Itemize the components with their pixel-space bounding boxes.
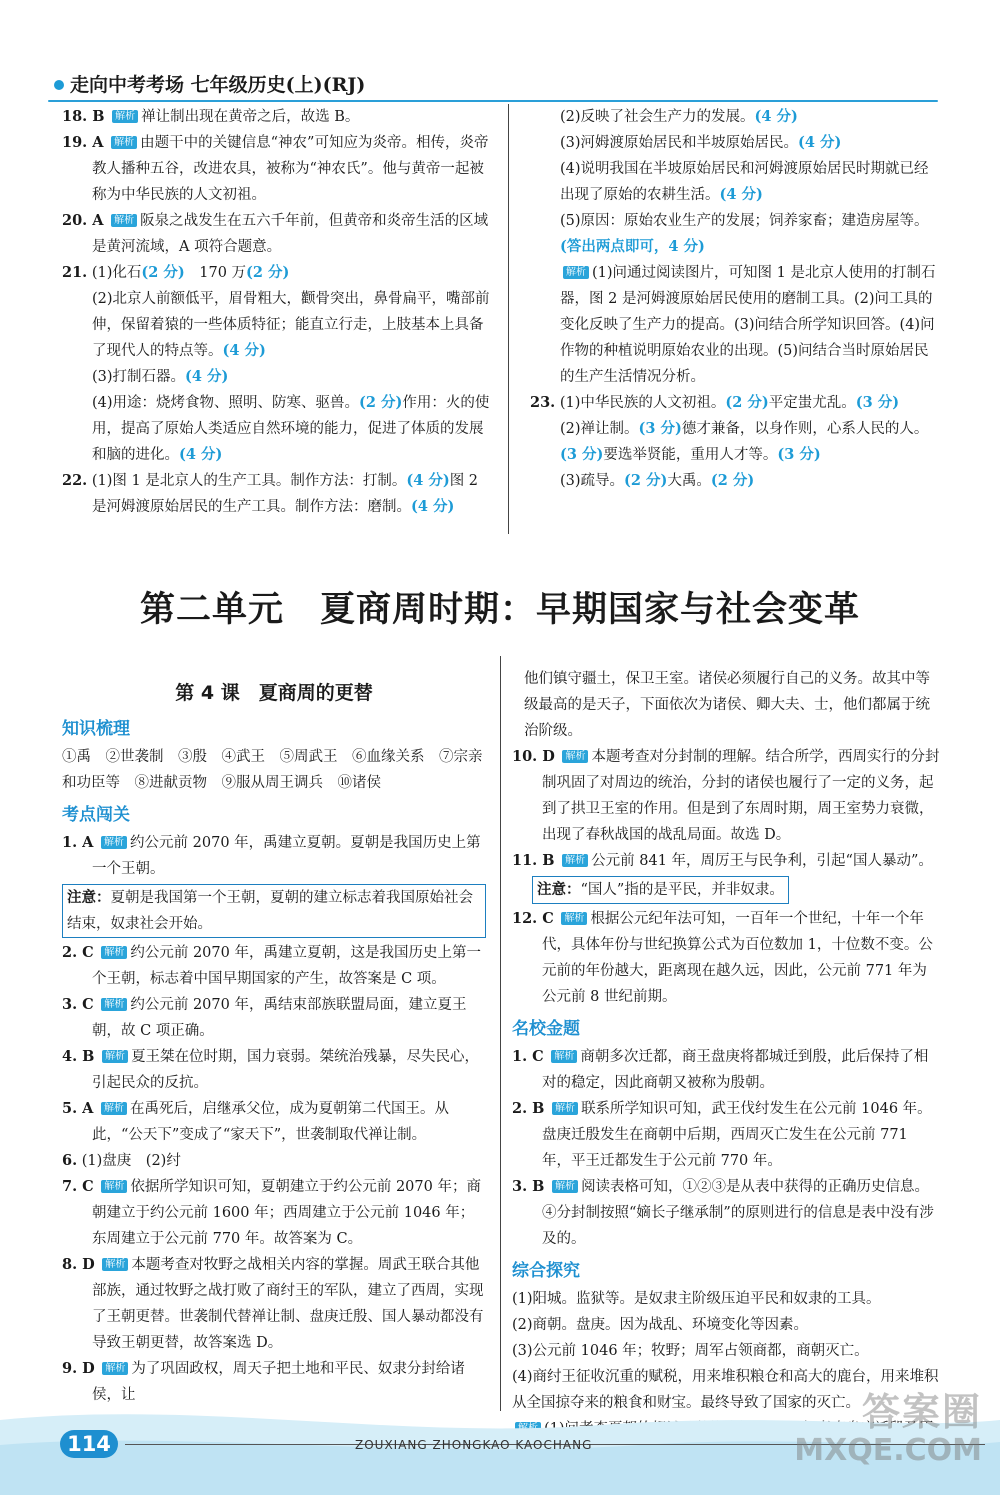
question-number: 6.: [62, 1152, 78, 1169]
answer-text: (2)北京人前额低平，眉骨粗大，颧骨突出，鼻骨扁平，嘴部前伸，保留着猿的一些体质特征；能直立行走，上肢基本上具备了现代人的特点等。: [92, 291, 490, 359]
question-number: 11. B: [512, 852, 555, 869]
section-heading-mingxiao: 名校金题: [512, 1019, 580, 1039]
answer-text: 依据所学知识可知，夏朝建立于约公元前 2070 年；商朝建立于约公元前 1600 年；西周建立于公元前 1046 年；东周建立于公元前 770 年。故答案为 C。: [92, 1179, 481, 1247]
zonghe-line: (2)商朝。盘庚。因为战乱、环境变化等因素。: [512, 1317, 809, 1333]
score: (4 分): [719, 186, 763, 203]
answer-10: [512, 744, 940, 848]
mingxiao-answer-1: [512, 1044, 940, 1096]
answer-21-part4: [62, 390, 490, 468]
footer-pinyin: ZOUXIANG ZHONGKAO KAOCHANG: [355, 1438, 593, 1452]
analysis-tag: 解析: [551, 1050, 577, 1063]
answer-19: [62, 130, 490, 208]
mingxiao-answer-2: [512, 1096, 940, 1174]
answer-21: [62, 260, 490, 286]
answer-text: 阅读表格可知，①②③是从表中获得的正确历史信息。④分封制按照“嫡长子继承制”的原则进行的信息是表中没有涉及的。: [542, 1179, 934, 1247]
answer-7: [62, 1174, 486, 1252]
section-heading-kaodian: 考点闯关: [62, 805, 130, 825]
analysis-tag: 解析: [562, 750, 588, 763]
question-number: 23.: [530, 394, 556, 411]
top-right-column: [530, 104, 940, 494]
answer-text: 170 万: [199, 265, 247, 281]
header-title: 走向中考考场 七年级历史(上)(RJ): [70, 74, 366, 96]
question-number: 10. D: [512, 748, 555, 765]
answer-text: (1)中华民族的人文初祖。: [559, 395, 726, 411]
question-number: 2. C: [62, 944, 94, 961]
answer-22: [62, 468, 490, 520]
answer-2: [62, 940, 486, 992]
answer-6: [62, 1148, 486, 1174]
lesson-title: 第 4 课 夏商周的更替: [175, 682, 373, 704]
question-number: 1. C: [512, 1048, 544, 1065]
bottom-left-column: [62, 666, 486, 1408]
answer-18: [62, 104, 490, 130]
analysis-tag: 解析: [101, 1180, 127, 1193]
zonghe-line: (1)阳城。监狱等。是奴隶主阶级压迫平民和奴隶的工具。: [512, 1291, 881, 1307]
answer-text: (5)原因：原始农业生产的发展；饲养家畜；建造房屋等。: [560, 213, 929, 229]
question-number: 19. A: [62, 134, 104, 151]
answer-3: [62, 992, 486, 1044]
answer-21-part2: [62, 286, 490, 364]
page-number: 114: [60, 1430, 118, 1458]
analysis-tag: 解析: [101, 998, 127, 1011]
zonghe-line: (3)公元前 1046 年；牧野；周军占领商都，商朝灭亡。: [512, 1343, 869, 1359]
note-box: [532, 876, 789, 904]
answer-4: [62, 1044, 486, 1096]
answer-text: (1)化石: [91, 265, 142, 281]
answer-text: (2)禅让制。: [560, 421, 639, 437]
score: (2 分): [624, 472, 668, 489]
analysis-text: (1)问通过阅读图片，可知图 1 是北京人使用的打制石器，图 2 是河姆渡原始居民使用的磨制工具。(2)问工具的变化反映了生产力的提高。(3)问结合所学知识回答。(4)问作物的种植说明原始农业的出现。(5)问结合当时原始居民的生产生活情况分析。: [560, 265, 936, 385]
analysis-tag: 解析: [102, 1362, 128, 1375]
score: (4 分): [185, 368, 229, 385]
answer-text: (1)盘庚 (2)纣: [81, 1153, 181, 1169]
note-label: 注意：: [67, 889, 111, 906]
score: (2 分): [359, 394, 403, 411]
answer-text: 本题考查对分封制的理解。结合所学，西周实行的分封制巩固了对周边的统治，分封的诸侯也履行了一定的义务，起到了拱卫王室的作用。但是到了东周时期，周王室势力衰微，出现了春秋战国的战乱局面。故选 D。: [542, 749, 940, 843]
analysis-tag: 解析: [552, 1102, 578, 1115]
answer-text: 要选举贤能，重用人才等。: [603, 447, 778, 463]
answer-22-analysis: [530, 260, 940, 390]
score: (3 分): [855, 394, 900, 411]
question-number: 12. C: [512, 910, 554, 927]
column-divider-top: [508, 104, 509, 534]
score: (3 分): [777, 446, 821, 463]
question-number: 21.: [62, 264, 88, 281]
question-number: 9. D: [62, 1360, 95, 1377]
answer-text: (3)疏导。: [560, 473, 625, 489]
question-number: 8. D: [62, 1256, 95, 1273]
column-divider-bottom: [500, 656, 501, 1411]
question-number: 2. B: [512, 1100, 545, 1117]
answer-text: (1)图 1 是北京人的生产工具。制作方法：打制。: [91, 473, 407, 489]
answer-text: 作用：火的使用，提高了原始人类适应自然环境的能力，促进了体质的发展和脑的进化。: [92, 395, 490, 463]
section-heading-zonghe: 综合探究: [512, 1261, 580, 1281]
score: (4 分): [798, 134, 842, 151]
page-header: [48, 70, 938, 98]
answer-23: [530, 390, 940, 416]
answer-text: 由题干中的关键信息“神农”可知应为炎帝。相传，炎帝教人播种五谷，改进农具，被称为“神农氏”。他与黄帝一起被称为中华民族的人文初祖。: [92, 135, 489, 203]
note-text: 夏朝是我国第一个王朝，夏朝的建立标志着我国原始社会结束，奴隶社会开始。: [67, 890, 473, 932]
zonghe-line: (4)商纣王征收沉重的赋税，用来堆积粮仓和高大的鹿台，用来堆积从全国掠夺来的粮食和财宝。最终导致了国家的灭亡。: [512, 1369, 939, 1411]
mingxiao-answer-3: [512, 1174, 940, 1252]
answer-9-continued: 他们镇守疆土，保卫王室。诸侯必须履行自己的义务。故其中等级最高的是天子，下面依次为诸侯、卿大夫、士，他们都属于统治阶级。: [524, 671, 930, 739]
analysis-tag: 解析: [111, 136, 137, 149]
answer-text: (3)打制石器。: [92, 369, 186, 385]
note-text: “国人”指的是平民，并非奴隶。: [580, 882, 784, 898]
answer-22-part3: [530, 130, 940, 156]
score: (4 分): [411, 498, 455, 515]
question-number: 20. A: [62, 212, 104, 229]
unit-title: 第二单元 夏商周时期：早期国家与社会变革: [139, 590, 860, 630]
answer-text: 禅让制出现在黄帝之后，故选 B。: [141, 109, 360, 125]
watermark-url: MXQE.COM: [794, 1433, 982, 1468]
answer-text: (4)说明我国在半坡原始居民和河姆渡原始居民时期就已经出现了原始的农耕生活。: [560, 161, 929, 203]
note-label: 注意：: [537, 881, 581, 898]
bullet-icon: [54, 80, 64, 90]
answer-text: 图 2 是河姆渡原始居民的生产工具。制作方法：磨制。: [92, 473, 479, 515]
question-number: 3. C: [62, 996, 94, 1013]
answer-22-part4: [530, 156, 940, 208]
analysis-tag: 解析: [102, 1258, 128, 1271]
score: (3 分): [560, 446, 604, 463]
question-number: 7. C: [62, 1178, 94, 1195]
answer-20: [62, 208, 490, 260]
answer-text: 大禹。: [667, 473, 711, 489]
answer-23-part2: [530, 416, 940, 468]
answer-21-part3: [62, 364, 490, 390]
answer-text: (2)反映了社会生产力的发展。: [560, 109, 755, 125]
answer-text: 本题考查对牧野之战相关内容的掌握。周武王联合其他部族，通过牧野之战打败了商纣王的军队，建立了西周，实现了王朝更替。世袭制代替禅让制、盘庚迁殷、国人暴动都没有导致王朝更替，故答案选 D。: [92, 1257, 484, 1351]
watermark: [794, 1390, 982, 1468]
answer-text: 约公元前 2070 年，禹建立夏朝，这是我国历史上第一个王朝，标志着中国早期国家的产生，故答案是 C 项。: [92, 945, 481, 987]
answer-8: [62, 1252, 486, 1356]
score: (2 分): [246, 264, 290, 281]
header-rule: [48, 100, 938, 102]
score: (2 分): [710, 472, 755, 489]
answer-text: 约公元前 2070 年，禹结束部族联盟局面，建立夏王朝，故 C 项正确。: [92, 997, 467, 1039]
answer-text: 公元前 841 年，周厉王与民争利，引起“国人暴动”。: [591, 853, 933, 869]
answer-12: [512, 906, 940, 1010]
bottom-right-column: [512, 666, 940, 1442]
score: (4 分): [406, 472, 450, 489]
analysis-tag: 解析: [111, 214, 137, 227]
analysis-tag: 解析: [562, 854, 588, 867]
question-number: 22.: [62, 472, 88, 489]
answer-text: 在禹死后，启继承父位，成为夏朝第二代国王。从此，“公天下”变成了“家天下”，世袭制取代禅让制。: [92, 1101, 450, 1143]
score: (4 分): [222, 342, 266, 359]
answer-23-part3: [530, 468, 940, 494]
question-number: 5. A: [62, 1100, 94, 1117]
answer-text: 商朝多次迁都，商王盘庚将都城迁到殷，此后保持了相对的稳定，因此商朝又被称为殷朝。: [542, 1049, 929, 1091]
analysis-tag: 解析: [112, 110, 138, 123]
analysis-tag: 解析: [561, 912, 587, 925]
answer-text: 为了巩固政权，周天子把土地和平民、奴隶分封给诸侯，让: [92, 1361, 465, 1403]
analysis-tag: 解析: [101, 836, 127, 849]
analysis-tag: 解析: [102, 1050, 128, 1063]
analysis-tag: 解析: [101, 1102, 127, 1115]
answer-text: 夏王桀在位时期，国力衰弱。桀统治残暴，尽失民心，引起民众的反抗。: [92, 1049, 480, 1091]
question-number: 4. B: [62, 1048, 95, 1065]
answer-text: (3)河姆渡原始居民和半坡原始居民。: [560, 135, 799, 151]
question-number: 1. A: [62, 834, 94, 851]
score: (答出两点即可，4 分): [560, 238, 705, 255]
answer-text: 根据公元纪年法可知，一百年一个世纪，十年一个年代，具体年份与世纪换算公式为百位数加 1，十位数不变。公元前的年份越大，距离现在越久远，因此，公元前 771 年为公元前 8 世纪前期。: [542, 911, 933, 1005]
knowledge-line: ①禹 ②世袭制 ③殷 ④武王 ⑤周武王 ⑥血缘关系 ⑦宗亲: [62, 749, 483, 765]
knowledge-line: 和功臣等 ⑧进献贡物 ⑨服从周王调兵 ⑩诸侯: [62, 775, 381, 791]
score: (2 分): [141, 264, 185, 281]
score: (3 分): [638, 420, 682, 437]
answer-text: (4)用途：烧烤食物、照明、防寒、驱兽。: [92, 395, 360, 411]
score: (4 分): [754, 108, 798, 125]
question-number: 3. B: [512, 1178, 545, 1195]
answer-text: 阪泉之战发生在五六千年前，但黄帝和炎帝生活的区域是黄河流域，A 项符合题意。: [92, 213, 489, 255]
answer-1: [62, 830, 486, 882]
score: (4 分): [179, 446, 223, 463]
score: (2 分): [725, 394, 769, 411]
analysis-tag: 解析: [552, 1180, 578, 1193]
answer-text: 德才兼备，以身作则，心系人民的人。: [681, 421, 929, 437]
question-number: 18. B: [62, 108, 105, 125]
note-box: [62, 884, 486, 938]
answer-22-part5: [530, 208, 940, 260]
watermark-logo: 答案圈: [861, 1390, 982, 1434]
answer-22-part2: [530, 104, 940, 130]
answer-11: [512, 848, 940, 874]
answer-text: 约公元前 2070 年，禹建立夏朝。夏朝是我国历史上第一个王朝。: [92, 835, 481, 877]
answer-5: [62, 1096, 486, 1148]
answer-text: 平定蚩尤乱。: [768, 395, 856, 411]
answer-text: 联系所学知识可知，武王伐纣发生在公元前 1046 年。盘庚迁殷发生在商朝中后期，西周灭亡发生在公元前 771 年，平王迁都发生于公元前 770 年。: [542, 1101, 932, 1169]
top-left-column: [62, 104, 490, 520]
section-heading-knowledge: 知识梳理: [62, 719, 130, 739]
analysis-tag: 解析: [101, 946, 127, 959]
analysis-tag: 解析: [563, 266, 589, 279]
